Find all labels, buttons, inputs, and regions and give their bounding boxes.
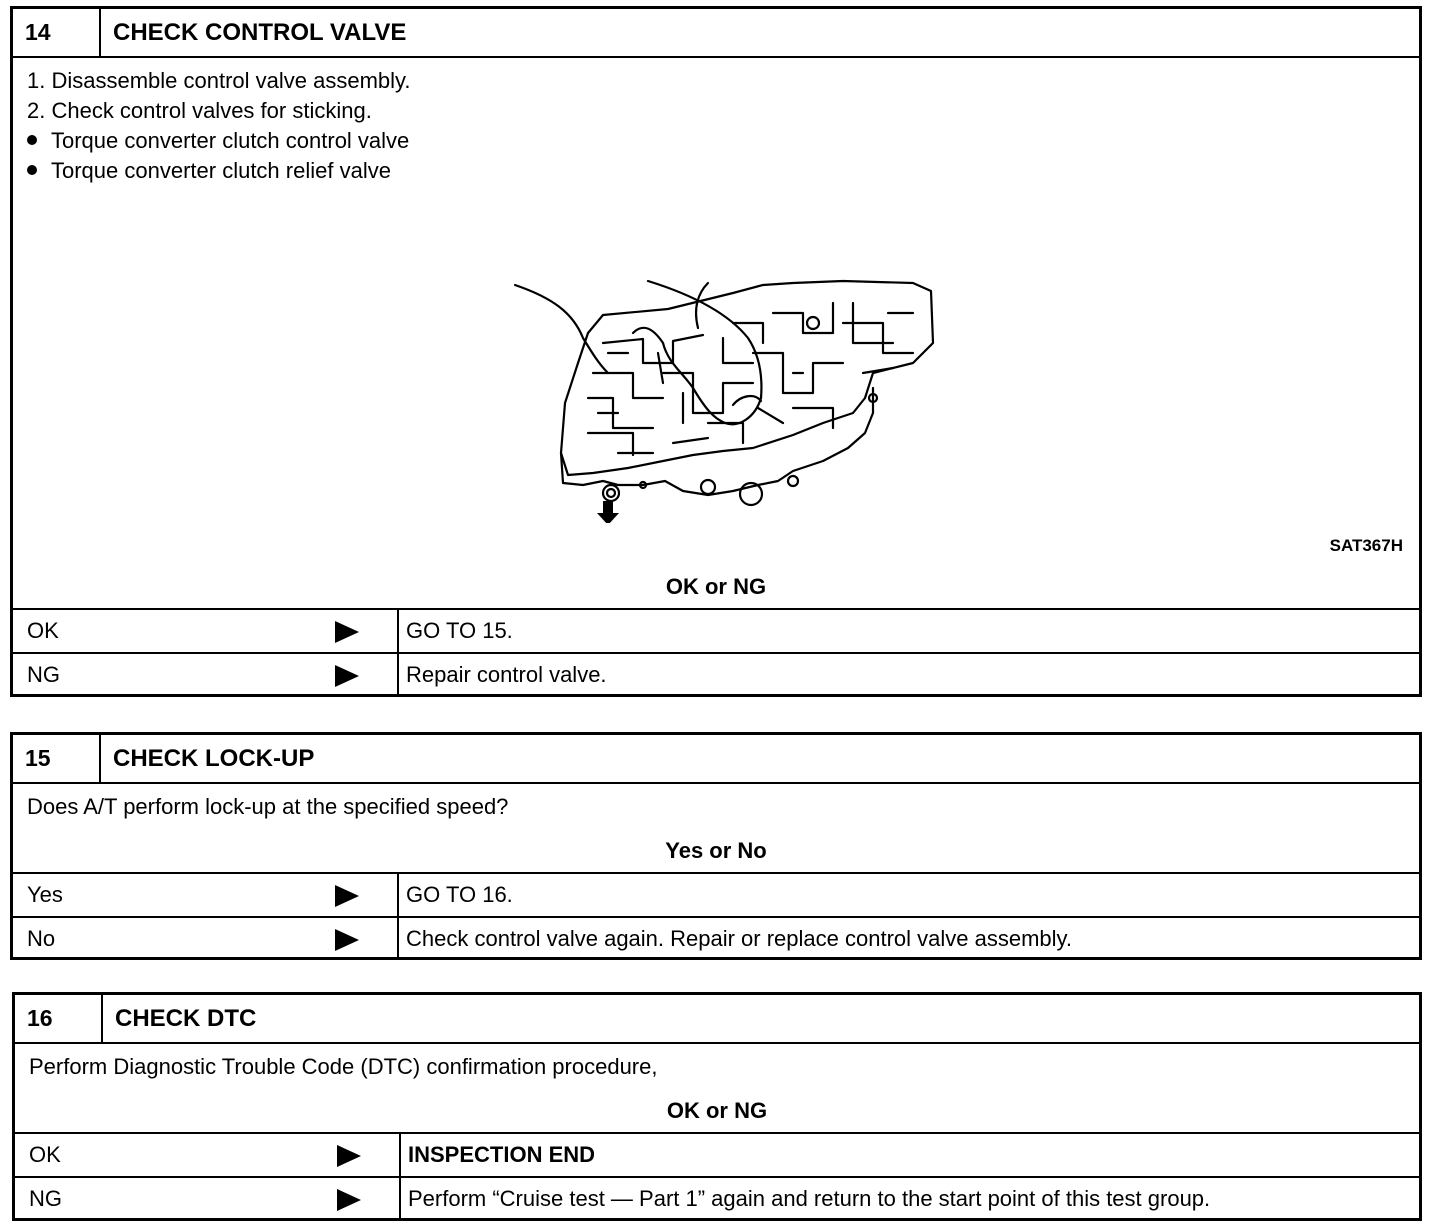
step-title: CHECK LOCK-UP <box>113 745 315 772</box>
step-number: 14 <box>13 9 101 56</box>
result-row <box>15 1132 1419 1176</box>
result-row <box>13 608 1419 652</box>
verdict-label: OK or NG <box>666 1098 768 1123</box>
arrow-right-icon <box>335 665 359 687</box>
result-row <box>13 652 1419 697</box>
result-row <box>15 1176 1419 1220</box>
result-label: OK <box>29 1142 61 1167</box>
step-header <box>13 735 1419 784</box>
bullet-icon <box>27 135 37 145</box>
arrow-right-icon <box>337 1189 361 1211</box>
figure-code: SAT367H <box>1329 536 1403 555</box>
step-16-box <box>12 992 1422 1221</box>
verdict-label: Yes or No <box>665 838 767 863</box>
result-row <box>13 916 1419 960</box>
result-label: No <box>27 926 56 951</box>
step-title: CHECK DTC <box>115 1005 257 1032</box>
result-label: NG <box>27 662 60 687</box>
step-title: CHECK CONTROL VALVE <box>113 19 407 46</box>
step-number: 16 <box>15 995 103 1042</box>
result-action: GO TO 16. <box>397 874 1419 916</box>
instruction-item: 2. Check control valves for sticking. <box>27 98 372 123</box>
result-action: GO TO 15. <box>397 610 1419 652</box>
bullet-item: Torque converter clutch control valve <box>27 126 411 156</box>
step-14-box <box>10 6 1422 697</box>
step-15-box <box>10 732 1422 960</box>
arrow-right-icon <box>335 929 359 951</box>
result-row <box>13 872 1419 916</box>
result-action: Check control valve again. Repair or replace control valve assembly. <box>397 918 1419 960</box>
step-number: 15 <box>13 735 101 782</box>
instruction-list <box>27 66 411 186</box>
control-valve-illustration <box>493 223 953 523</box>
step-body <box>13 784 1419 872</box>
result-action: Perform “Cruise test — Part 1” again and return to the start point of this test group. <box>399 1178 1419 1220</box>
bullet-icon <box>27 165 37 175</box>
result-label: Yes <box>27 882 63 907</box>
arrow-right-icon <box>335 621 359 643</box>
result-action: INSPECTION END <box>399 1134 1419 1176</box>
step-header <box>13 9 1419 58</box>
result-action: Repair control valve. <box>397 654 1419 697</box>
result-label: OK <box>27 618 59 643</box>
step-body <box>13 58 1419 608</box>
instruction-item: 1. Disassemble control valve assembly. <box>27 68 411 93</box>
step-body <box>15 1044 1419 1132</box>
step-header <box>15 995 1419 1044</box>
bullet-item: Torque converter clutch relief valve <box>27 156 411 186</box>
arrow-right-icon <box>335 885 359 907</box>
question-text: Perform Diagnostic Trouble Code (DTC) confirmation procedure, <box>29 1054 658 1079</box>
result-label: NG <box>29 1186 62 1211</box>
arrow-right-icon <box>337 1145 361 1167</box>
question-text: Does A/T perform lock-up at the specified speed? <box>27 794 509 819</box>
verdict-label: OK or NG <box>665 574 767 599</box>
